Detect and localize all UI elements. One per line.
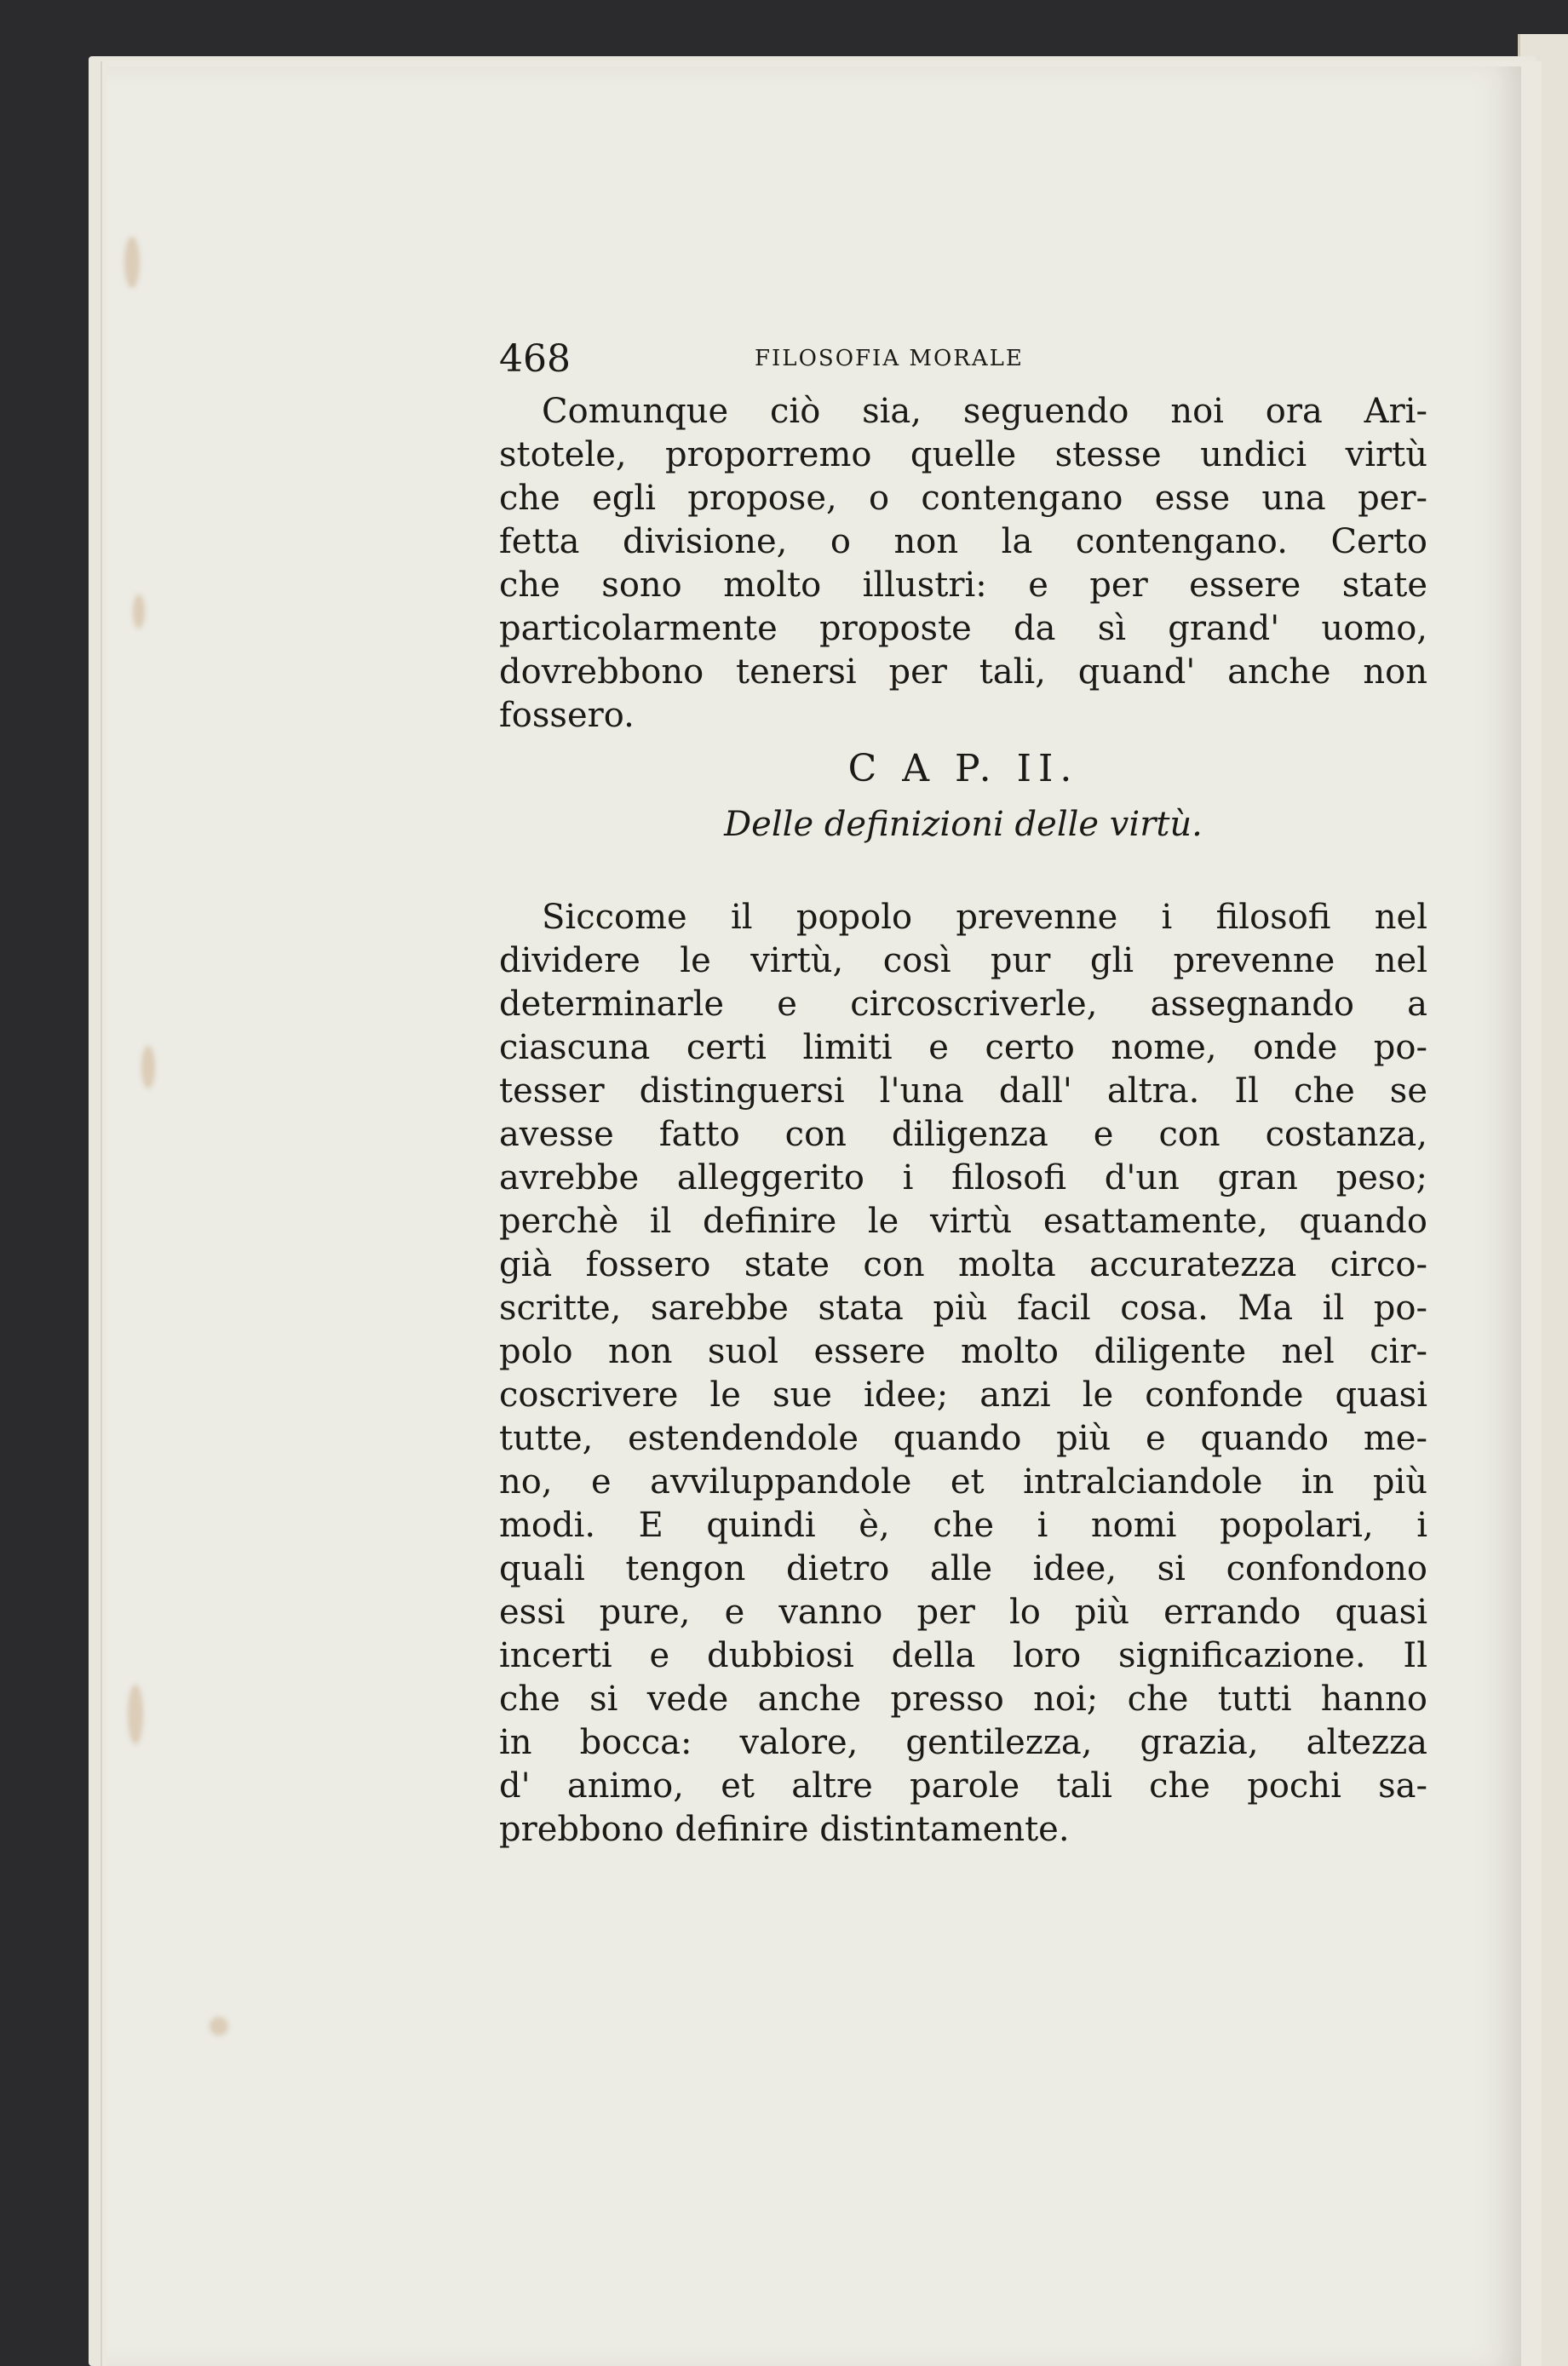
text-line: dividere le virtù, così pur gli prevenne nel [499, 941, 1427, 980]
text-line: particolarmente proposte da sì grand' uomo, [499, 609, 1427, 648]
text-line: che sono molto illustri: e per essere state [499, 566, 1427, 605]
text-line: avesse fatto con diligenza e con costanza, [499, 1115, 1427, 1154]
paper-stain [133, 594, 145, 629]
text-line: in bocca: valore, gentilezza, grazia, altezza [499, 1723, 1427, 1762]
text-line: stotele, proporremo quelle stesse undici virtù [499, 435, 1427, 474]
text-line: no, e avviluppandole et intralciandole in più [499, 1462, 1427, 1502]
text-line: che egli propose, o contengano esse una per- [499, 479, 1427, 518]
running-head [499, 337, 1427, 390]
running-head-title: FILOSOFIA MORALE [755, 346, 1024, 371]
text-line: che si vede anche presso noi; che tutti hanno [499, 1680, 1427, 1719]
text-block [499, 337, 1427, 1852]
text-line: coscrivere le sue idee; anzi le confonde quasi [499, 1375, 1427, 1415]
text-line: tutte, estendendole quando più e quando me- [499, 1419, 1427, 1458]
text-line: modi. E quindi è, che i nomi popolari, i [499, 1506, 1427, 1545]
paper-stain [128, 1685, 143, 1744]
text-line: perchè il definire le virtù esattamente, quando [499, 1202, 1427, 1241]
text-line: avrebbe alleggerito i filosofi d'un gran peso; [499, 1158, 1427, 1197]
page-number: 468 [499, 337, 571, 381]
chapter-subtitle: Delle definizioni delle virtù. [724, 805, 1203, 844]
text-line: essi pure, e vanno per lo più errando quasi [499, 1593, 1427, 1632]
text-line: incerti e dubbiosi della loro significazione. Il [499, 1636, 1427, 1675]
text-line: d' animo, et altre parole tali che pochi sa- [499, 1766, 1427, 1806]
text-line: Comunque ciò sia, seguendo noi ora Ari- [542, 392, 1427, 431]
text-line: fetta divisione, o non la contengano. Certo [499, 522, 1427, 561]
text-line: dovrebbono tenersi per tali, quand' anche non [499, 652, 1427, 692]
chapter-heading: C A P. II. [847, 747, 1079, 790]
paper-stain [210, 2017, 228, 2036]
paper-stain [124, 237, 140, 288]
text-line: tesser distinguersi l'una dall' altra. Il che se [499, 1071, 1427, 1111]
paper-stain [141, 1046, 155, 1088]
text-line: ciascuna certi limiti e certo nome, onde po- [499, 1028, 1427, 1067]
text-line: quali tengon dietro alle idee, si confondono [499, 1549, 1427, 1588]
text-line: scritte, sarebbe stata più facil cosa. Ma il po- [499, 1289, 1427, 1328]
text-line: fossero. [499, 696, 635, 735]
text-line: Siccome il popolo prevenne i filosofi nel [542, 898, 1427, 937]
text-line: determinarle e circoscriverle, assegnando a [499, 985, 1427, 1024]
text-line: prebbono definire distintamente. [499, 1810, 1070, 1849]
paragraph-2 [499, 896, 1427, 1852]
text-line: polo non suol essere molto diligente nel cir- [499, 1332, 1427, 1371]
text-line: già fossero state con molta accuratezza circo- [499, 1245, 1427, 1284]
paragraph-1 [499, 390, 1427, 738]
